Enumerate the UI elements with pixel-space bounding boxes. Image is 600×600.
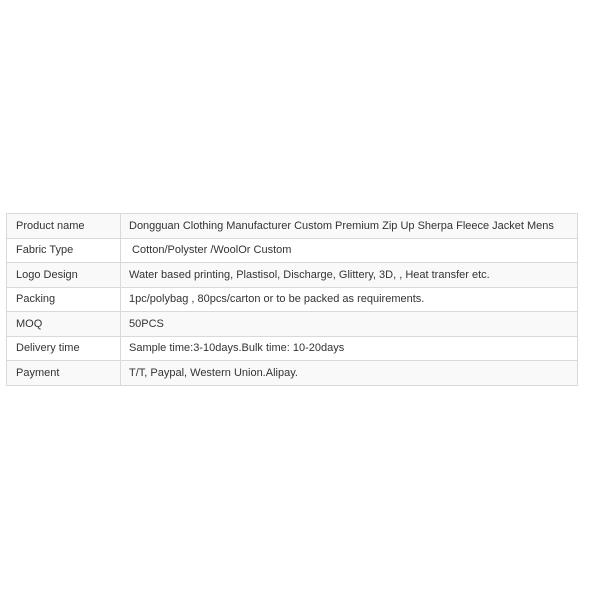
row-label: Fabric Type [7, 238, 121, 263]
table-row [7, 238, 578, 263]
row-label: Product name [7, 214, 121, 239]
row-value: Sample time:3-10days.Bulk time: 10-20days [121, 336, 578, 361]
row-value: 50PCS [121, 312, 578, 337]
table-row [7, 214, 578, 239]
row-label: Packing [7, 287, 121, 312]
table-row [7, 361, 578, 386]
product-spec-table [6, 213, 578, 386]
row-label: Logo Design [7, 263, 121, 288]
row-value: Cotton/Polyster /WoolOr Custom [121, 238, 578, 263]
table-row [7, 263, 578, 288]
table-row [7, 336, 578, 361]
row-label: Delivery time [7, 336, 121, 361]
row-value: 1pc/polybag , 80pcs/carton or to be packed as requirements. [121, 287, 578, 312]
row-value: Dongguan Clothing Manufacturer Custom Premium Zip Up Sherpa Fleece Jacket Mens [121, 214, 578, 239]
row-label: Payment [7, 361, 121, 386]
table-row [7, 312, 578, 337]
row-value: Water based printing, Plastisol, Discharge, Glittery, 3D, , Heat transfer etc. [121, 263, 578, 288]
row-label: MOQ [7, 312, 121, 337]
table-row [7, 287, 578, 312]
row-value: T/T, Paypal, Western Union.Alipay. [121, 361, 578, 386]
